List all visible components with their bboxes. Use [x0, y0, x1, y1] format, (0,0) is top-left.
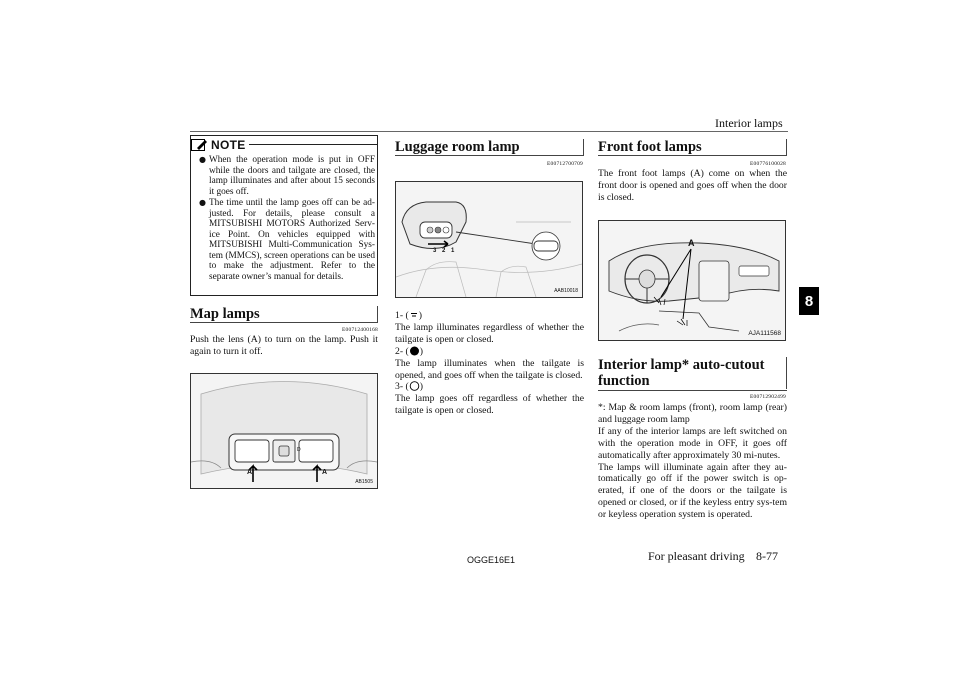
callout-a: A: [688, 238, 695, 248]
callout-d: D: [297, 447, 301, 453]
figure-code: AB1505: [355, 479, 373, 485]
callout-1: 1: [451, 248, 455, 254]
luggage-item-3-text: The lamp goes off regardless of whether the tailgate is open or closed.: [395, 393, 584, 417]
map-lamps-illustration: [191, 374, 377, 488]
position-on-icon: [409, 310, 419, 320]
luggage-lamp-figure: [395, 181, 583, 298]
callout-a-right: A: [322, 469, 328, 476]
note-label-text: NOTE: [211, 137, 246, 152]
heading-marker: [377, 306, 378, 322]
bullet-icon: ●: [199, 155, 206, 164]
front-foot-code: E00776100028: [749, 161, 786, 167]
doc-code: OGGE16E1: [467, 555, 516, 565]
front-foot-figure: [598, 220, 786, 341]
figure-code: AAB10018: [554, 288, 578, 294]
position-off-icon: [409, 381, 420, 391]
front-foot-body: The front foot lamps (A) come on when the front door is opened and goes off when the door is closed.: [598, 168, 787, 203]
figure-code: AJA111568: [748, 330, 781, 337]
bullet-icon: ●: [199, 198, 206, 207]
note-item: ● When the operation mode is put in OFF while the doors and tailgate are closed, the lamp illuminates and after about 15 seconds it goes off.: [199, 155, 375, 197]
luggage-lamp-code: E00712700709: [546, 161, 583, 167]
chapter-tab: 8: [799, 287, 819, 315]
page-number: 8-77: [756, 549, 778, 563]
luggage-item-1-text: The lamp illuminates regardless of whether the tailgate is open or closed.: [395, 321, 584, 345]
luggage-item-2-text: The lamp illuminates when the tailgate is opened, and goes off when the tailgate is closed.: [395, 357, 584, 381]
running-head: Interior lamps: [715, 116, 783, 130]
callout-a-left: A: [247, 469, 253, 476]
header-rule: [190, 131, 788, 132]
autocutout-para-1: *: Map & room lamps (front), room lamp (rear) and luggage room lamp: [598, 402, 787, 425]
autocutout-para-3: The lamps will illuminate again after they au-tomatically go off if the power switch is op-erated, if one of the doors or the tailgate is opened or closed, or if the keyless entry sys-tem or keyless operation system is operated.: [598, 461, 787, 521]
luggage-item-2: 2- ( ): [395, 345, 423, 357]
heading-rule: [395, 155, 584, 156]
note-pencil-icon: [191, 138, 208, 152]
note-label: [191, 136, 246, 153]
heading-rule: [190, 322, 378, 323]
note-item: ● The time until the lamp goes off can be ad-justed. For details, please consult a MITSUBISHI MOTORS Authorized Serv-ice Point. On vehicles equipped with MITSUBISHI Multi-Communication Sys-tem (MMCS), screen operations can be used to make the adjustment. Refer to the separate owner’s manual for details.: [199, 198, 375, 282]
luggage-lamp-heading: Luggage room lamp: [395, 139, 520, 155]
map-lamps-figure: [190, 373, 378, 489]
heading-rule: [598, 155, 787, 156]
luggage-item-3: 3- ( ): [395, 381, 423, 393]
heading-marker: [786, 357, 787, 389]
map-lamps-body: Push the lens (A) to turn on the lamp. Push it again to turn it off.: [190, 334, 378, 357]
footer-section: For pleasant driving: [648, 549, 745, 563]
note-list: [199, 155, 375, 283]
luggage-lamp-list: [395, 310, 584, 417]
autocutout-body: [598, 402, 787, 521]
luggage-item-1: 1- ( ): [395, 310, 422, 321]
position-door-icon: [409, 346, 420, 356]
autocutout-heading-line2: function: [598, 373, 650, 389]
autocutout-para-2: If any of the interior lamps are left switched on with the operation mode in OFF, it goes off automatically after approximately 30 mi-nutes.: [598, 425, 787, 461]
autocutout-code: E00712902499: [749, 394, 786, 400]
map-lamps-heading: Map lamps: [190, 306, 260, 322]
autocutout-heading-line1: Interior lamp* auto-cutout: [598, 357, 765, 373]
map-lamps-code: E00712400168: [341, 327, 378, 333]
front-foot-lamps-heading: Front foot lamps: [598, 139, 702, 155]
note-top-line: [249, 144, 377, 145]
luggage-lamp-illustration: [396, 182, 582, 297]
callout-3: 3: [433, 248, 437, 254]
heading-marker: [786, 139, 787, 155]
heading-marker: [583, 139, 584, 155]
callout-2: 2: [442, 248, 446, 254]
note-box: [190, 135, 378, 296]
heading-rule: [598, 390, 787, 391]
